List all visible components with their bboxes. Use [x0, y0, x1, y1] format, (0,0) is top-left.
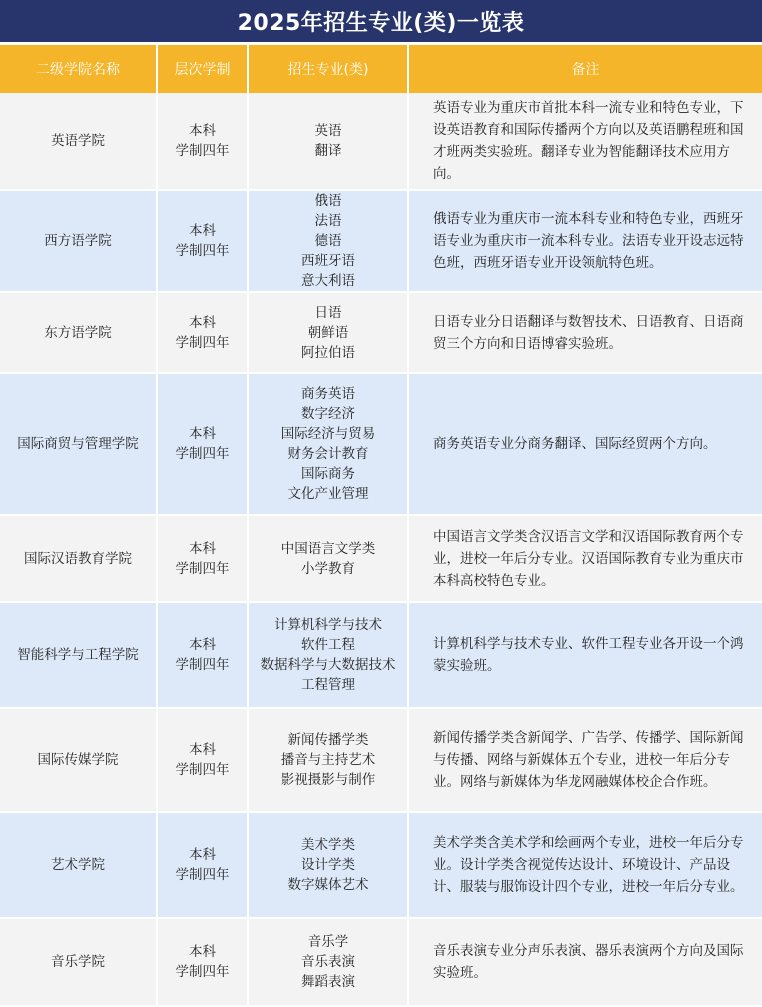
- table-row: [0, 515, 762, 602]
- table-row: [0, 292, 762, 373]
- college-name: 东方语学院: [0, 292, 157, 373]
- major-item: 影视摄影与制作: [280, 772, 376, 788]
- majors-cell: [248, 373, 408, 515]
- major-item: 数字经济: [301, 406, 355, 422]
- major-item: 财务会计教育: [287, 446, 369, 462]
- college-name: 音乐学院: [0, 918, 157, 1006]
- header-level: 层次学制: [157, 44, 248, 94]
- major-item: 音乐表演: [301, 954, 355, 970]
- table-row: [0, 812, 762, 918]
- duration-text: 学制四年: [175, 867, 230, 883]
- table-body: [0, 93, 762, 1006]
- table-row: [0, 93, 762, 190]
- major-item: 日语: [314, 304, 342, 321]
- major-item: 新闻传播学类: [287, 732, 369, 748]
- header-note: 备注: [408, 44, 762, 94]
- major-item: 西班牙语: [301, 253, 355, 269]
- major-item: 国际商务: [301, 466, 355, 482]
- note-text: 日语专业分日语翻译与数智技术、日语教育、日语商贸三个方向和日语博睿实验班。: [408, 292, 762, 373]
- major-item: 计算机科学与技术: [274, 617, 382, 633]
- major-item: 工程管理: [301, 677, 355, 693]
- major-item: 数据科学与大数据技术: [260, 657, 396, 673]
- college-name: 英语学院: [0, 93, 157, 190]
- major-item: 设计学类: [301, 857, 355, 873]
- note-text: 计算机科学与技术专业、软件工程专业各开设一个鸿蒙实验班。: [408, 602, 762, 708]
- level-text: 本科: [189, 847, 216, 863]
- major-item: 国际经济与贸易: [280, 426, 376, 442]
- table-row: [0, 373, 762, 515]
- duration-text: 学制四年: [175, 334, 230, 351]
- level-duration-cell: [157, 190, 248, 292]
- title-bar: [0, 0, 762, 42]
- college-name: 国际商贸与管理学院: [0, 373, 157, 515]
- level-duration-cell: [157, 708, 248, 812]
- major-item: 播音与主持艺术: [280, 752, 376, 768]
- level-duration-cell: [157, 918, 248, 1006]
- college-name: 艺术学院: [0, 812, 157, 918]
- major-item: 英语: [314, 123, 342, 139]
- major-item: 阿拉伯语: [301, 344, 355, 361]
- major-item: 美术学类: [301, 837, 355, 853]
- major-item: 翻译: [314, 143, 342, 159]
- note-text: 中国语言文学类含汉语言文学和汉语国际教育两个专业，进校一年后分专业。汉语国际教育专业为重庆市本科高校特色专业。: [408, 515, 762, 602]
- majors-cell: [248, 292, 408, 373]
- duration-text: 学制四年: [175, 762, 230, 778]
- duration-text: 学制四年: [175, 243, 230, 259]
- major-item: 商务英语: [301, 386, 355, 402]
- major-item: 中国语言文学类: [280, 540, 376, 557]
- majors-cell: [248, 708, 408, 812]
- major-item: 法语: [314, 213, 342, 229]
- header-majors: 招生专业(类): [248, 44, 408, 94]
- college-name: 国际传媒学院: [0, 708, 157, 812]
- page-title: 2025年招生专业(类)一览表: [237, 10, 525, 36]
- major-item: 音乐学: [307, 934, 349, 950]
- level-duration-cell: [157, 373, 248, 515]
- major-item: 意大利语: [301, 273, 355, 289]
- majors-cell: [248, 190, 408, 292]
- duration-text: 学制四年: [175, 657, 230, 673]
- duration-text: 学制四年: [175, 964, 230, 980]
- level-text: 本科: [189, 314, 216, 331]
- table-row: [0, 602, 762, 708]
- note-text: 美术学类含美术学和绘画两个专业，进校一年后分专业。设计学类含视觉传达设计、环境设计、产品设计、服装与服饰设计四个专业，进校一年后分专业。: [408, 812, 762, 918]
- note-text: 新闻传播学类含新闻学、广告学、传播学、国际新闻与传播、网络与新媒体五个专业，进校一年后分专业。网络与新媒体为华龙网融媒体校企合作班。: [408, 708, 762, 812]
- note-text: 商务英语专业分商务翻译、国际经贸两个方向。: [408, 373, 762, 515]
- majors-cell: [248, 918, 408, 1006]
- level-duration-cell: [157, 93, 248, 190]
- level-text: 本科: [189, 540, 216, 557]
- level-text: 本科: [189, 944, 216, 960]
- major-item: 德语: [314, 233, 342, 249]
- major-item: 小学教育: [301, 560, 355, 577]
- level-text: 本科: [189, 123, 216, 139]
- major-item: 数字媒体艺术: [287, 877, 369, 893]
- majors-cell: [248, 812, 408, 918]
- level-text: 本科: [189, 223, 216, 239]
- table-header-row: [0, 44, 762, 94]
- major-item: 俄语: [314, 193, 342, 209]
- major-item: 朝鲜语: [307, 324, 349, 341]
- note-text: 俄语专业为重庆市一流本科专业和特色专业，西班牙语专业为重庆市一流本科专业。法语专业开设志远特色班，西班牙语专业开设领航特色班。: [408, 190, 762, 292]
- duration-text: 学制四年: [175, 560, 230, 577]
- level-duration-cell: [157, 515, 248, 602]
- college-name: 国际汉语教育学院: [0, 515, 157, 602]
- enrollment-table: [0, 42, 762, 1007]
- major-item: 软件工程: [301, 637, 355, 653]
- table-row: [0, 190, 762, 292]
- note-text: 音乐表演专业分声乐表演、器乐表演两个方向及国际实验班。: [408, 918, 762, 1006]
- level-text: 本科: [189, 742, 216, 758]
- table-row: [0, 918, 762, 1006]
- note-text: 英语专业为重庆市首批本科一流专业和特色专业，下设英语教育和国际传播两个方向以及英语鹏程班和国才班两类实验班。翻译专业为智能翻译技术应用方向。: [408, 93, 762, 190]
- college-name: 西方语学院: [0, 190, 157, 292]
- level-duration-cell: [157, 602, 248, 708]
- college-name: 智能科学与工程学院: [0, 602, 157, 708]
- level-duration-cell: [157, 812, 248, 918]
- level-duration-cell: [157, 292, 248, 373]
- duration-text: 学制四年: [175, 143, 230, 159]
- duration-text: 学制四年: [175, 446, 230, 462]
- majors-cell: [248, 93, 408, 190]
- header-college: 二级学院名称: [0, 44, 157, 94]
- level-text: 本科: [189, 637, 216, 653]
- majors-cell: [248, 515, 408, 602]
- table-row: [0, 708, 762, 812]
- majors-cell: [248, 602, 408, 708]
- major-item: 舞蹈表演: [301, 974, 355, 990]
- major-item: 文化产业管理: [287, 486, 369, 502]
- level-text: 本科: [189, 426, 216, 442]
